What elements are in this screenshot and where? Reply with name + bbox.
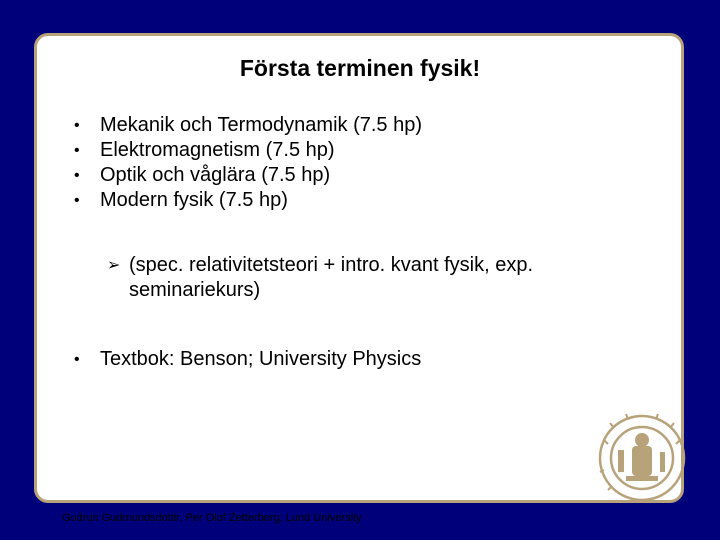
bullet-item bbox=[74, 188, 422, 213]
bullet-dot-icon: • bbox=[74, 192, 80, 209]
textbook-text: Textbok: Benson; University Physics bbox=[100, 348, 422, 370]
bullet-text: Optik och våglära (7.5 hp) bbox=[100, 164, 331, 186]
bullet-dot-icon: • bbox=[74, 142, 80, 159]
bullet-dot-icon: • bbox=[74, 167, 80, 184]
bullet-list bbox=[74, 113, 422, 213]
bullet-text: Mekanik och Termodynamik (7.5 hp) bbox=[100, 114, 422, 136]
arrow-bullet-icon: ➢ bbox=[107, 257, 121, 274]
university-seal-icon bbox=[592, 404, 688, 508]
slide-title: Första terminen fysik! bbox=[239, 55, 481, 81]
sub-bullet-text: (spec. relativitetsteori + intro. kvant fysik, exp. seminariekurs) bbox=[129, 254, 534, 301]
bullet-item bbox=[74, 163, 422, 188]
bullet-text: Elektromagnetism (7.5 hp) bbox=[100, 139, 335, 161]
textbook-bullet bbox=[74, 347, 421, 372]
bullet-dot-icon: • bbox=[74, 351, 80, 368]
bullet-item bbox=[74, 138, 422, 163]
bullet-item bbox=[74, 113, 422, 138]
sub-bullet bbox=[107, 253, 667, 303]
bullet-dot-icon: • bbox=[74, 117, 80, 134]
footer-credits: Gudrun Gudmundsdottir, Per Olof Zetterberg, Lund University bbox=[62, 512, 362, 524]
bullet-text: Modern fysik (7.5 hp) bbox=[100, 189, 288, 211]
